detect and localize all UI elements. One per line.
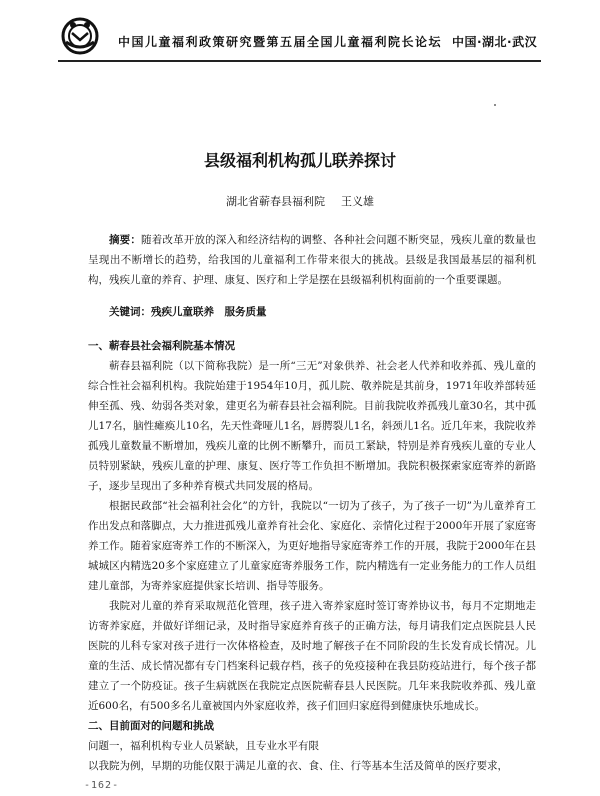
article-body [88, 230, 536, 776]
page-number: -162- [84, 780, 120, 791]
scan-speck [494, 104, 496, 106]
keywords: 关键词：残疾儿童联养 服务质量 [109, 306, 267, 318]
header-divider [58, 60, 541, 62]
abstract [88, 230, 536, 290]
author-line [0, 193, 600, 209]
page-header [0, 0, 600, 66]
abstract-text: 随着改革开放的深入和经济结构的调整、各种社会问题不断突显，残疾儿童的数量也呈现出不断增长的趋势，给我国的儿童福利工作带来很大的挑战。县级是我国最基层的福利机构，残疾儿童的养育、护理、康复、医疗和上学是摆在县级福利机构面前的一个重要课题。 [88, 234, 537, 286]
header-title: 中国儿童福利政策研究暨第五届全国儿童福利院长论坛 [118, 35, 443, 49]
article-title: 县级福利机构孤儿联养探讨 [203, 151, 396, 170]
paragraph: 以我院为例，早期的功能仅限于满足儿童的衣、食、住、行等基本生活及简单的医疗要求， [88, 760, 508, 772]
author-name: 王义雄 [341, 195, 374, 208]
section-heading-1: 一、蕲春县社会福利院基本情况 [88, 340, 235, 352]
paragraph: 根据民政部“社会福利社会化”的方针，我院以“一切为了孩子，为了孩子一切”为儿童养育工作出发点和落脚点，大力推进孤残儿童养育社会化、家庭化、亲情化过程于2000年开展了家庭寄养工作。随着家庭寄养工作的不断深入，为更好地指导家庭寄养工作的开展，我院于2000年在县城城区内精选20多个家庭建立了儿童家庭寄养服务工作，院内精选有一定业务能力的工作人员组建儿童部，为寄养家庭提供家长培训、指导等服务。 [88, 500, 536, 592]
paragraph: 我院对儿童的养育采取规范化管理，孩子进入寄养家庭时签订寄养协议书，每月不定期地走访寄养家庭，并做好详细记录，及时指导家庭养育孩子的正确方法，每月请我们定点医院县人民医院的儿科专家对孩子进行一次体格检查，及时地了解孩子在不同阶段的生长发育成长情况。儿童的生活、成长情况都有专门档案科记载存档，孩子的免疫接种在我县防疫站进行，每个孩子都建立了一个防疫证。孩子生病就医在我院定点医院蕲春县人民医院。几年来我院收养孤、残儿童近600名，有500多名儿童被国内外家庭收养，孩子们回归家庭得到健康快乐地成长。 [88, 600, 536, 712]
author-affiliation: 湖北省蕲春县福利院 [226, 195, 325, 208]
abstract-label: 摘要： [109, 234, 142, 246]
section-heading-2: 二、目前面对的问题和挑战 [88, 720, 214, 732]
header-location: 中国·湖北·武汉 [452, 35, 538, 49]
problem-heading: 问题一，福利机构专业人员紧缺，且专业水平有限 [88, 740, 319, 752]
children-circle-logo-icon [58, 16, 102, 56]
paragraph: 蕲春县福利院（以下简称我院）是一所“三无”对象供养、社会老人代养和收养孤、残儿童的综合性社会福利机构。我院始建于1954年10月，孤儿院、敬养院是其前身，1971年收养部转延伸至孤、残、幼弱各类对象，建更名为蕲春县社会福利院。目前我院收养孤残儿童30名，其中孤儿17名，脑性瘫痪儿10名，先天性聋哑儿1名，唇腭裂儿1名，斜颈儿1名。近几年来，我院收养孤残儿童数量不断增加，残疾儿童的比例不断攀升，而员工紧缺，特别是养育残疾儿童的专业人员特别紧缺，残疾儿童的护理、康复、医疗等工作负担不断增加。我院积极探索家庭寄养的新路子，逐步呈现出了多种养育模式共同发展的格局。 [88, 360, 536, 492]
